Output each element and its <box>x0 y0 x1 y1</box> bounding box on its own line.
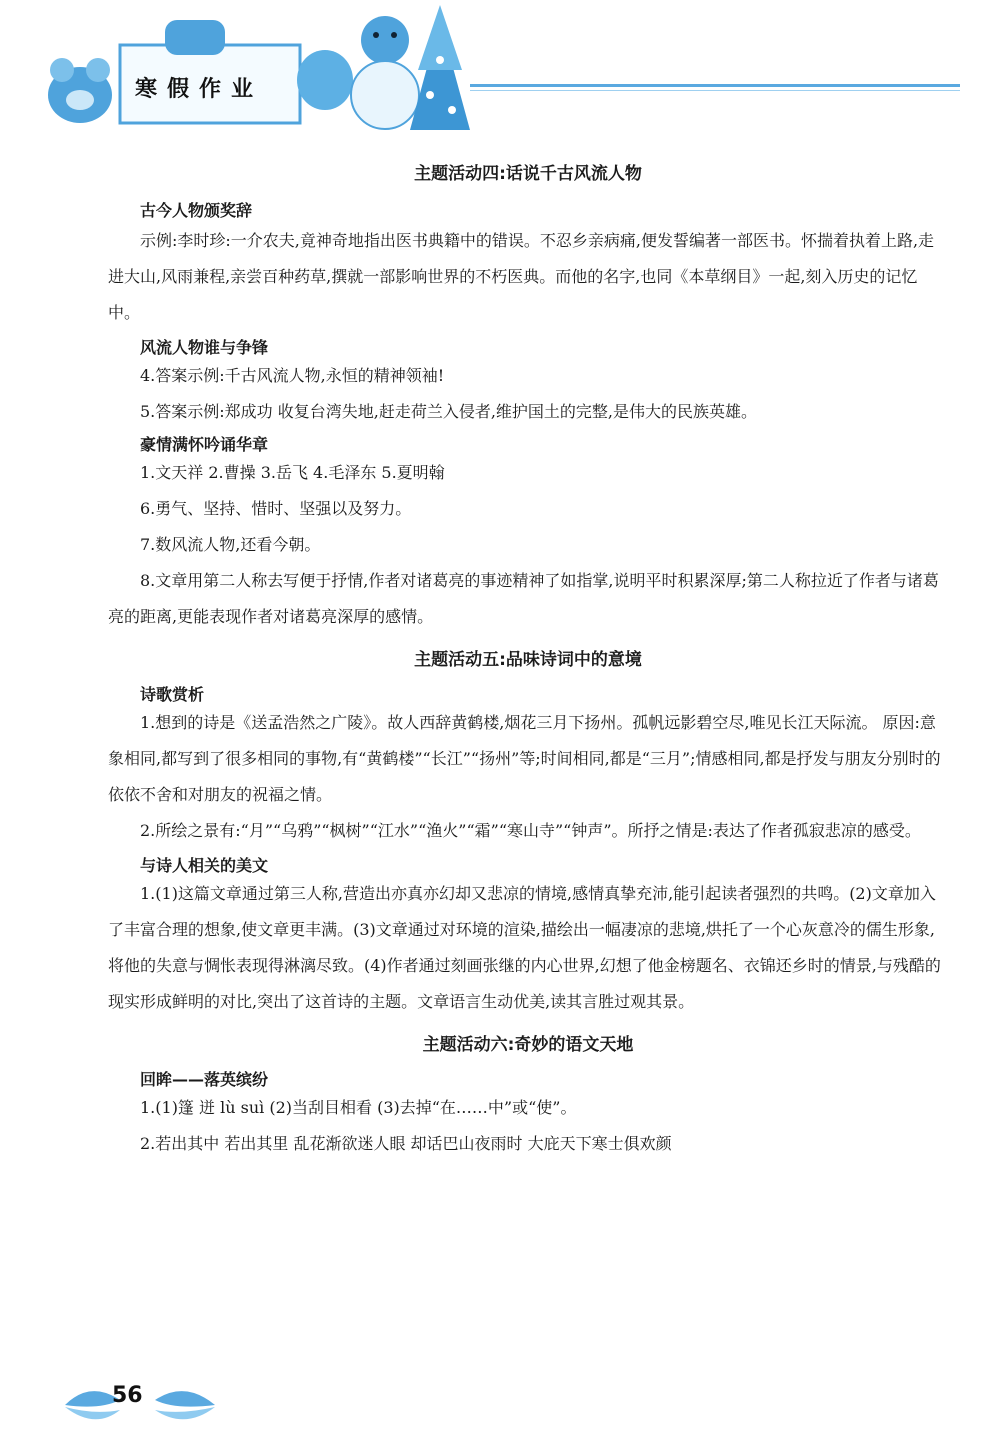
paragraph: 1.(1)篷 迸 lù suì (2)当刮目相看 (3)去掉“在……中”或“使”。 <box>140 1098 577 1117</box>
section-title: 主题活动五:品味诗词中的意境 <box>414 650 642 670</box>
page-header <box>0 0 1000 150</box>
section-4 <box>108 159 948 635</box>
paragraph: 6.勇气、坚持、惜时、坚强以及努力。 <box>140 499 412 518</box>
sub-title: 回眸——落英缤纷 <box>140 1070 269 1089</box>
section-title: 主题活动四:话说千古风流人物 <box>414 164 642 184</box>
header-divider-thin <box>470 90 960 91</box>
paragraph: 1.想到的诗是《送孟浩然之广陵》。故人西辞黄鹤楼,烟花三月下扬州。孤帆远影碧空尽,唯见长江天际流。 原因:意象相同,都写到了很多相同的事物,有“黄鹤楼”“长江”“扬州”等;时间相同,都是“三月”;情感相同,都是抒发与朋友分别时的依依不舍和对朋友的祝福之情。 <box>108 713 941 804</box>
sub-title: 诗歌赏析 <box>140 685 205 704</box>
sub-title: 风流人物谁与争锋 <box>140 338 269 357</box>
page-footer <box>60 1375 220 1435</box>
paragraph: 1.(1)这篇文章通过第三人称,营造出亦真亦幻却又悲凉的情境,感情真挚充沛,能引起读者强烈的共鸣。(2)文章加入了丰富合理的想象,使文章更丰满。(3)文章通过对环境的渲染,描绘出一幅凄凉的悲境,烘托了一个心灰意冷的儒生形象,将他的失意与惆怅表现得淋漓尽致。(4)作者通过刻画张继的内心世界,幻想了他金榜题名、衣锦还乡时的情景,与残酷的现实形成鲜明的对比,突出了这首诗的主题。文章语言生动优美,读其言胜过观其景。 <box>108 884 941 1011</box>
section-6 <box>108 1030 948 1162</box>
header-title: 寒假作业 <box>135 77 264 102</box>
paragraph: 1.文天祥 2.曹操 3.岳飞 4.毛泽东 5.夏明翰 <box>140 463 445 482</box>
section-title: 主题活动六:奇妙的语文天地 <box>422 1035 634 1055</box>
section-5 <box>108 645 948 1020</box>
paragraph: 5.答案示例:郑成功 收复台湾失地,赶走荷兰入侵者,维护国土的完整,是伟大的民族英雄。 <box>140 402 758 421</box>
paragraph: 4.答案示例:千古风流人物,永恒的精神领袖! <box>140 366 445 385</box>
paragraph: 2.所绘之景有:“月”“乌鸦”“枫树”“江水”“渔火”“霜”“寒山寺”“钟声”。所抒之情是:表达了作者孤寂悲凉的感受。 <box>140 821 921 840</box>
paragraph: 2.若出其中 若出其里 乱花渐欲迷人眼 却话巴山夜雨时 大庇天下寒士俱欢颜 <box>140 1134 672 1153</box>
paragraph: 示例:李时珍:一介农夫,竟神奇地指出医书典籍中的错误。不忍乡亲病痛,便发誓编著一部医书。怀揣着执着上路,走进大山,风雨兼程,亲尝百种药草,撰就一部影响世界的不朽医典。而他的名字,也同《本草纲目》一起,刻入历史的记忆中。 <box>108 231 935 322</box>
sub-title: 与诗人相关的美文 <box>140 856 269 875</box>
paragraph: 7.数风流人物,还看今朝。 <box>140 535 321 554</box>
page-content <box>108 155 948 1162</box>
paragraph: 8.文章用第二人称去写便于抒情,作者对诸葛亮的事迹精神了如指掌,说明平时积累深厚;第二人称拉近了作者与诸葛亮的距离,更能表现作者对诸葛亮深厚的感情。 <box>108 571 939 626</box>
page-number: 56 <box>112 1383 143 1408</box>
sub-title: 古今人物颁奖辞 <box>140 201 253 220</box>
header-divider <box>470 84 960 87</box>
sub-title: 豪情满怀吟诵华章 <box>140 435 269 454</box>
